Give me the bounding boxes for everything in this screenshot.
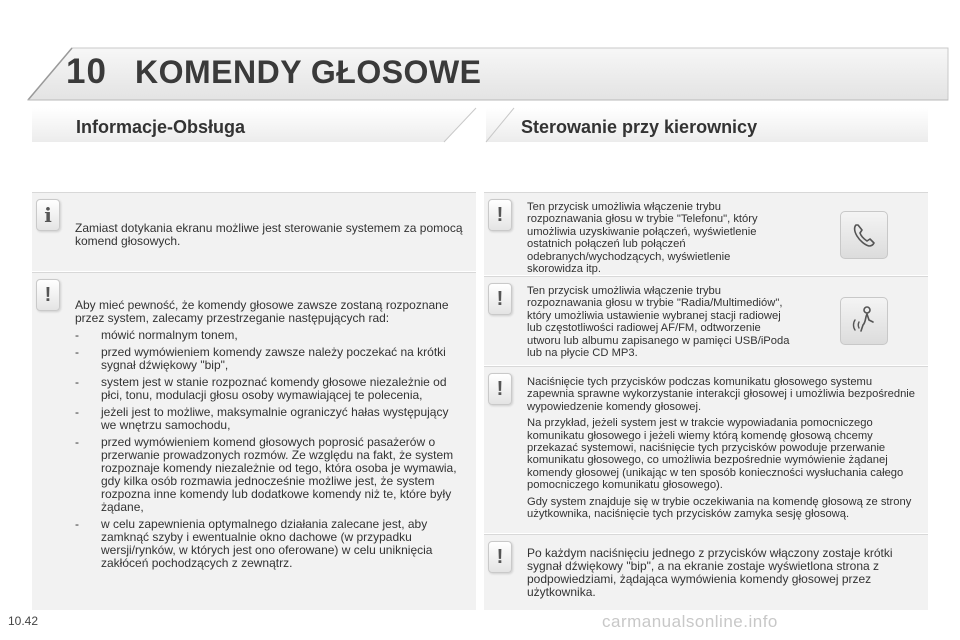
press-para-2: Na przykład, jeżeli system jest w trakcie wypowiadania pomocniczego komunikatu głosowego i jeżeli wiemy którą komendę głosową chcemy przekazać systemowi, naciśnięcie tych przycisków powoduje przerwanie komunikatu głosowego, co umożliwia bezpośrednie wymówienie żądanej komendy głosowej (unikając w ten sposób konieczności wysłuchania całego pomocniczego komunikatu głosowego).: [527, 417, 904, 492]
voice-button[interactable]: [840, 297, 888, 345]
warning-icon: !: [488, 373, 512, 405]
voice-button-text: Ten przycisk umożliwia włączenie trybu rozpoznawania głosu w trybie "Radia/Multimediów", który umożliwia ustawienie wybranej stacji radiowej lub częstotliwości radiowej AF/FM, odtworzenie utworu lub albumu zapisanego w pamięci USB/iPoda lub na płycie CD MP3.: [527, 285, 790, 360]
warning-icon: !: [36, 279, 60, 311]
warning-list: [75, 329, 467, 570]
press-info-content: [527, 376, 919, 520]
warning-icon: !: [488, 283, 512, 315]
page-number: 10.42: [8, 614, 39, 628]
press-info-panel: [484, 366, 928, 533]
final-note-text: Po każdym naciśnięciu jednego z przycisków włączony zostaje krótki sygnał dźwiękowy "bip", a na ekranie zostaje wyświetlona strona z podpowiedziami, żądająca wymówienia komendy głosowej przez użytkownika.: [527, 546, 893, 599]
info-icon: i: [36, 199, 60, 231]
phone-button-text: Ten przycisk umożliwia włączenie trybu rozpoznawania głosu w trybie "Telefonu", który umożliwia uzyskiwanie połączeń, wyświetlenie ostatnich połączeń lub połączeń odebranych/wychodzących, wyświetlenie skorowidza itp.: [527, 201, 758, 276]
page-title: KOMENDY GŁOSOWE: [135, 54, 482, 90]
info-panel: [32, 192, 476, 271]
warning-intro: Aby mieć pewność, że komendy głosowe zawsze zostaną rozpoznane przez system, zalecamy przestrzeganie następujących rad:: [75, 298, 449, 325]
list-item: - w celu zapewnienia optymalnego działania zalecane jest, aby zamknąć szyby i ewentualnie okno dachowe (w przypadku wersji/rynków, w których jest ono oferowane) w celu uniknięcia zakłóceń pochodzących z zewnątrz.: [75, 518, 467, 570]
list-item: - przed wymówieniem komendy zawsze należy poczekać na krótki sygnał dźwiękowy "bip",: [75, 346, 467, 372]
voice-button-panel: [484, 276, 928, 365]
phone-icon: [841, 212, 887, 258]
warning-icon: !: [488, 199, 512, 231]
press-para-1: Naciśnięcie tych przycisków podczas komunikatu głosowego systemu zapewnia sprawne wykorzystanie interakcji głosowej i umożliwia bezpośrednie wypowiedzenie komendy głosowej.: [527, 376, 916, 413]
list-item: - system jest w stanie rozpoznać komendy głosowe niezależnie od płci, tonu, modulacji głosu osoby wymawiającej te polecenia,: [75, 376, 467, 402]
warning-panel: [32, 272, 476, 610]
section-title-steering: Sterowanie przy kierownicy: [521, 117, 758, 137]
section-title-info: Informacje-Obsługa: [76, 117, 246, 137]
phone-button-panel: [484, 192, 928, 275]
watermark: carmanualsonline.info: [602, 612, 778, 631]
voice-command-icon: [841, 298, 887, 344]
chapter-number: 10: [66, 52, 107, 91]
final-note-panel: [484, 534, 928, 610]
list-item: - jeżeli jest to możliwe, maksymalnie ograniczyć hałas występujący we wnętrzu samochodu,: [75, 406, 467, 432]
info-note-text: Zamiast dotykania ekranu możliwe jest sterowanie systemem za pomocą komend głosowych.: [75, 221, 463, 248]
list-item: - mówić normalnym tonem,: [75, 329, 467, 342]
warning-content: [75, 299, 467, 574]
press-para-3: Gdy system znajduje się w trybie oczekiwania na komendę głosową ze strony użytkownika, naciśnięcie tych przycisków zamyka sesję głosową.: [527, 495, 912, 521]
list-item: - przed wymówieniem komend głosowych poprosić pasażerów o przerwanie prowadzonych rozmów. Ze względu na fakt, że system rozpoznaje komendy niezależnie od tego, która osoba je wymawia, gdy kilka osób rozmawia jednocześnie możliwe jest, że system rozpozna inne komendy lub dodatkowe komendy niż te, które były żądane,: [75, 436, 467, 514]
warning-icon: !: [488, 541, 512, 573]
phone-button[interactable]: [840, 211, 888, 259]
